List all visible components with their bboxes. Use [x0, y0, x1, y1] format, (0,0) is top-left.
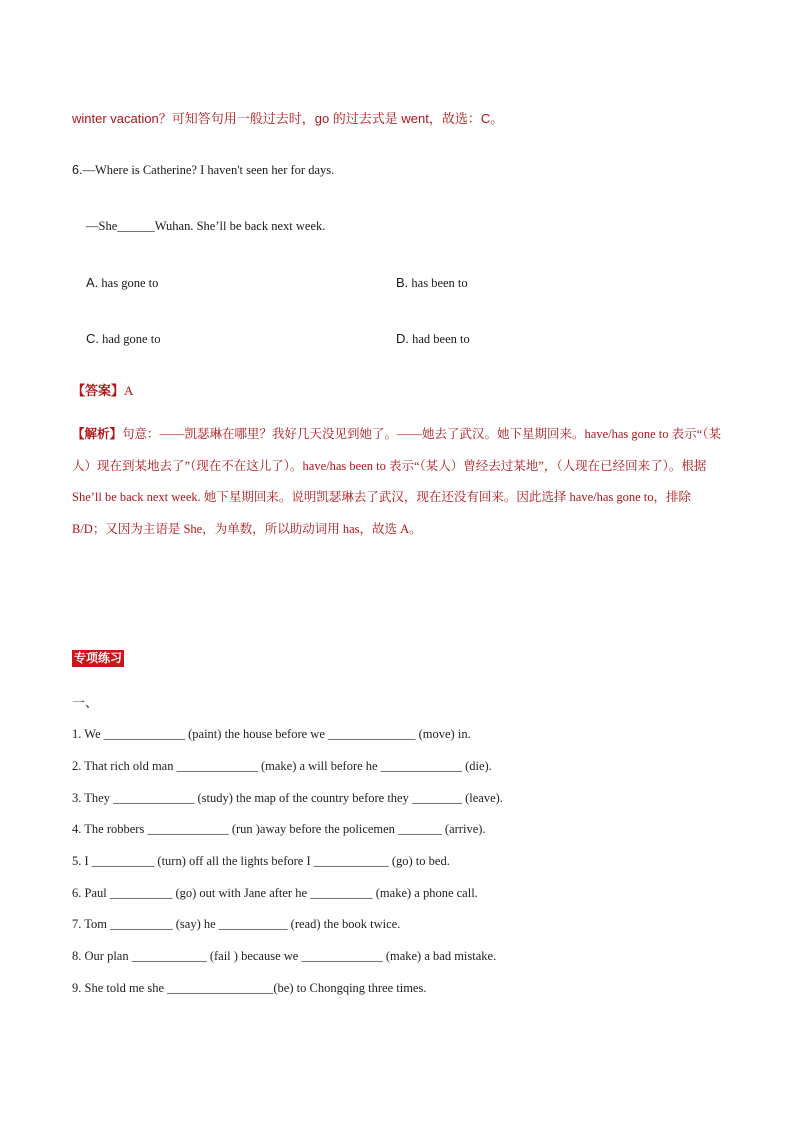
- option-a: [86, 275, 158, 291]
- exercise-item: 6. Paul __________ (go) out with Jane after he __________ (make) a phone call.: [72, 886, 478, 900]
- exercise-item: 5. I __________ (turn) off all the lights before I ____________ (go) to bed.: [72, 854, 450, 868]
- analysis-label: 【解析】: [72, 427, 123, 441]
- option-letter: C.: [86, 331, 99, 346]
- exercise-item: 3. They _____________ (study) the map of the country before they ________ (leave).: [72, 791, 503, 805]
- analysis-text: 句意：——凯瑟琳在哪里？我好几天没见到她了。——她去了武汉。她下星期回来。have/has gone to 表示“（某人）现在到某地去了”（现在不在这儿了）。have/has been to 表示“（某人）曾经去过某地”，（人现在已经回来了）。根据 She’ll be back next week. 她下星期回来。说明凯瑟琳去了武汉，现在还没有回来。因此选择 have/has gone to，排除 B/D；又因为主语是 She，为单数，所以助动词用 has，故选 A。: [72, 427, 721, 536]
- option-text: had been to: [412, 332, 470, 346]
- previous-answer-tail: winter vacation？可知答句用一般过去时，go 的过去式是 went，故选：C。: [72, 111, 504, 126]
- question-number: 6.: [72, 163, 83, 177]
- part-label: 一、: [72, 695, 99, 710]
- option-b: [396, 275, 468, 291]
- exercise-item: 8. Our plan ____________ (fail ) because we _____________ (make) a bad mistake.: [72, 949, 497, 963]
- option-text: had gone to: [102, 332, 161, 346]
- option-letter: D.: [396, 331, 409, 346]
- question-6-reply: —She______Wuhan. She’ll be back next week.: [86, 219, 326, 233]
- option-letter: B.: [396, 275, 409, 290]
- question-text: —Where is Catherine? I haven't seen her for days.: [82, 163, 335, 177]
- option-letter: A.: [86, 275, 99, 290]
- exercise-item: 7. Tom __________ (say) he ___________ (read) the book twice.: [72, 917, 401, 931]
- exercise-item: 2. That rich old man _____________ (make) a will before he _____________ (die).: [72, 759, 492, 773]
- exercise-item: 1. We _____________ (paint) the house before we ______________ (move) in.: [72, 727, 471, 741]
- option-text: has been to: [411, 276, 468, 290]
- option-c: [86, 331, 160, 347]
- option-text: has gone to: [101, 276, 159, 290]
- answer-value: A: [124, 383, 134, 398]
- analysis-block: [72, 419, 727, 545]
- answer-line: [72, 380, 133, 399]
- option-d: [396, 331, 470, 347]
- answer-label: 【答案】: [72, 383, 125, 398]
- exercise-item: 4. The robbers _____________ (run )away before the policemen _______ (arrive).: [72, 822, 486, 836]
- section-title-badge: 专项练习: [74, 651, 123, 665]
- exercise-item: 9. She told me she _________________(be) to Chongqing three times.: [72, 981, 427, 995]
- question-6-stem: [72, 163, 334, 178]
